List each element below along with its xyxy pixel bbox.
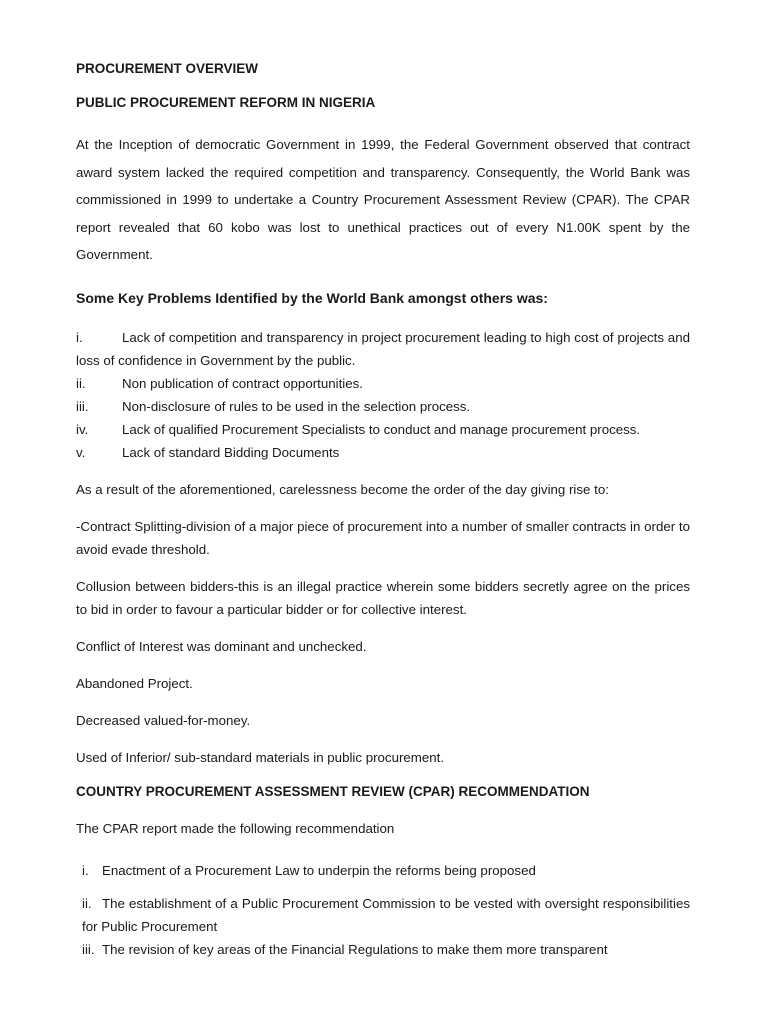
consequence-paragraph: Used of Inferior/ sub-standard materials in public procurement. — [76, 749, 445, 765]
consequence-paragraph: Conflict of Interest was dominant and unchecked. — [76, 638, 367, 654]
list-item — [76, 395, 690, 418]
list-item-number: i. — [76, 329, 83, 345]
result-intro: As a result of the aforementioned, carelessness become the order of the day giving rise to: — [76, 481, 609, 497]
problems-heading: Some Key Problems Identified by the World Bank amongst others was: — [76, 289, 548, 306]
cpar-heading: COUNTRY PROCUREMENT ASSESSMENT REVIEW (CPAR) RECOMMENDATION — [76, 783, 590, 799]
recommendations-list — [76, 859, 690, 961]
intro-paragraph: At the Inception of democratic Government in 1999, the Federal Government observed that contract award system lacked the required competition and transparency. Consequently, the World Bank was commissioned in 1999 to undertake a Country Procurement Assessment Review (CPAR). The CPAR report revealed that 60 kobo was lost to unethical practices out of every N1.00K spent by the Government. — [76, 137, 690, 262]
problems-list — [76, 326, 690, 464]
list-item-number: v. — [76, 444, 86, 460]
list-item — [76, 441, 690, 464]
consequence-paragraph: -Contract Splitting-division of a major piece of procurement into a number of smaller contracts in order to avoid evade threshold. — [76, 518, 690, 557]
list-item-text: Non publication of contract opportunities. — [122, 375, 363, 391]
list-item — [76, 938, 690, 961]
list-item — [76, 892, 690, 938]
consequence-paragraph: Collusion between bidders-this is an illegal practice wherein some bidders secretly agree on the prices to bid in order to favour a particular bidder or for collective interest. — [76, 578, 690, 617]
consequence-paragraph: Decreased valued-for-money. — [76, 712, 251, 728]
list-item-text: Lack of competition and transparency in project procurement leading to high cost of projects and loss of confidence in Government by the public. — [76, 329, 690, 368]
document-title: PROCUREMENT OVERVIEW — [76, 61, 259, 76]
list-item — [76, 372, 690, 395]
list-item-number: ii. — [76, 375, 86, 391]
list-item-number: ii. — [82, 895, 92, 911]
list-item — [76, 418, 690, 441]
list-item-text: Non-disclosure of rules to be used in the selection process. — [122, 398, 471, 414]
list-item — [76, 859, 690, 882]
list-item-number: i. — [82, 862, 89, 878]
list-item-number: iii. — [82, 941, 95, 957]
cpar-intro: The CPAR report made the following recommendation — [76, 820, 395, 836]
consequence-paragraph: Abandoned Project. — [76, 675, 193, 691]
list-item — [76, 326, 690, 372]
list-item-text: The establishment of a Public Procurement Commission to be vested with oversight responsibilities for Public Procurement — [82, 895, 690, 934]
list-item-text: Lack of qualified Procurement Specialists to conduct and manage procurement process. — [122, 421, 641, 437]
list-item-text: Lack of standard Bidding Documents — [122, 444, 340, 460]
list-item-text: The revision of key areas of the Financial Regulations to make them more transparent — [102, 941, 608, 957]
document-subtitle: PUBLIC PROCUREMENT REFORM IN NIGERIA — [76, 95, 376, 110]
list-item-number: iv. — [76, 421, 89, 437]
list-item-text: Enactment of a Procurement Law to underpin the reforms being proposed — [102, 862, 536, 878]
list-item-number: iii. — [76, 398, 89, 414]
